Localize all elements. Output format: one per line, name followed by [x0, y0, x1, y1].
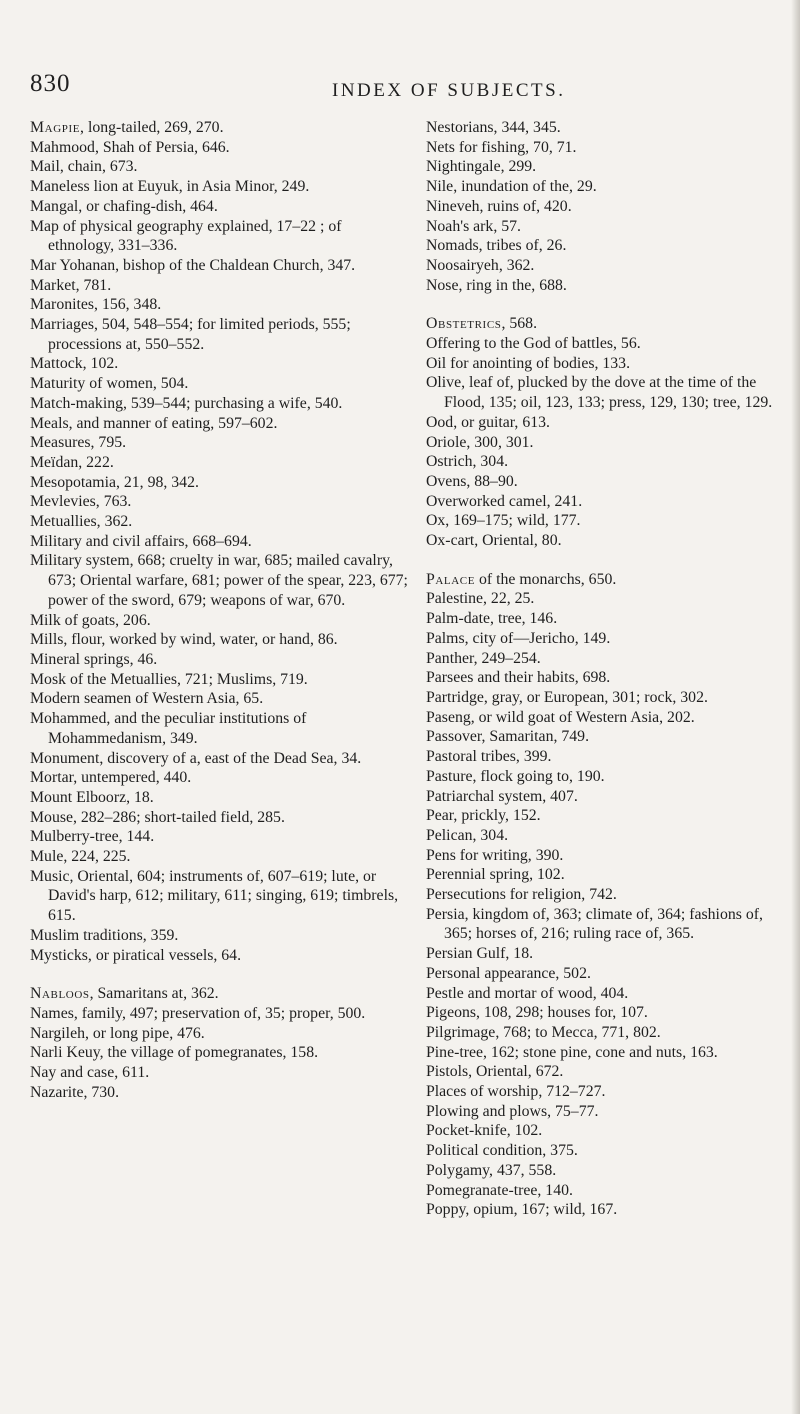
entry-text: Mohammed, and the peculiar institutions of Mohammedanism, 349.: [30, 710, 307, 747]
entry-text: Maturity of women, 504.: [30, 375, 189, 393]
running-head: INDEX OF SUBJECTS.: [332, 80, 566, 101]
entry-text: Maronites, 156, 348.: [30, 296, 162, 314]
index-entry: [426, 1062, 790, 1082]
entry-text: Nose, ring in the, 688.: [426, 276, 567, 294]
entry-text: Mortar, untempered, 440.: [30, 769, 192, 787]
index-entry: [30, 1004, 408, 1024]
index-entry: [426, 767, 790, 787]
entry-text: Persia, kingdom of, 363; climate of, 364; fashions of, 365; horses of, 216; ruling race of, 365.: [426, 905, 763, 943]
entry-text: Match-making, 539–544; purchasing a wife, 540.: [30, 394, 343, 412]
index-entry: [426, 570, 790, 590]
index-entry: [426, 531, 790, 551]
section-gap: [426, 295, 790, 314]
index-entry: [426, 984, 790, 1004]
entry-text: Market, 781.: [30, 276, 112, 294]
entry-text: Nomads, tribes of, 26.: [426, 237, 567, 255]
index-entry: [30, 414, 408, 434]
entry-text: Marriages, 504, 548–554; for limited periods, 555; processions at, 550–552.: [30, 316, 351, 353]
index-entry: [426, 511, 790, 531]
entry-text: Places of worship, 712–727.: [426, 1083, 606, 1101]
entry-text: Nargileh, or long pipe, 476.: [30, 1024, 205, 1042]
section-lead-word: Nabloos: [30, 985, 90, 1003]
index-entry: [30, 768, 408, 788]
entry-text: Pens for writing, 390.: [426, 846, 564, 864]
index-entry: [30, 1024, 408, 1044]
index-entry: [30, 1063, 408, 1083]
index-entry: [426, 1102, 790, 1122]
index-entry: [30, 984, 408, 1004]
entry-text: Plowing and plows, 75–77.: [426, 1102, 599, 1120]
index-entry: [426, 472, 790, 492]
index-entry: [426, 787, 790, 807]
index-entry: [30, 532, 408, 552]
entry-text: Map of physical geography explained, 17–22 ; of ethnology, 331–336.: [30, 217, 342, 255]
entry-text: Nile, inundation of the, 29.: [426, 178, 597, 196]
index-entry: [426, 905, 790, 944]
entry-text: Nay and case, 611.: [30, 1064, 150, 1082]
entry-text: Overworked camel, 241.: [426, 492, 583, 510]
index-entry: [426, 413, 790, 433]
index-entry: [426, 177, 790, 197]
entry-text: Pigeons, 108, 298; houses for, 107.: [426, 1004, 648, 1022]
entry-text: Muslim traditions, 359.: [30, 926, 179, 944]
entry-text: Meals, and manner of eating, 597–602.: [30, 414, 278, 432]
section-lead-word: Magpie: [30, 119, 81, 136]
index-entry: [426, 806, 790, 826]
index-entry: [426, 865, 790, 885]
index-entry: [30, 394, 408, 414]
index-entry: [30, 946, 408, 966]
entry-text: Pelican, 304.: [426, 826, 509, 844]
index-entry: [426, 236, 790, 256]
index-entry: [426, 589, 790, 609]
index-entry: [426, 1043, 790, 1063]
entry-text: Pear, prickly, 152.: [426, 807, 541, 825]
index-entry: [30, 157, 408, 177]
entry-text: Pocket-knife, 102.: [426, 1122, 543, 1140]
index-entry: [30, 788, 408, 808]
index-entry: [426, 688, 790, 708]
entry-text: Mahmood, Shah of Persia, 646.: [30, 138, 230, 156]
index-entry: [426, 1181, 790, 1201]
index-entry: [30, 926, 408, 946]
section-gap: [30, 965, 408, 984]
entry-text: of the monarchs, 650.: [475, 570, 617, 588]
index-entry: [426, 118, 790, 138]
entry-text: Political condition, 375.: [426, 1142, 578, 1160]
entry-text: Milk of goats, 206.: [30, 611, 151, 629]
entry-text: Nineveh, ruins of, 420.: [426, 197, 572, 215]
index-entry: [426, 1161, 790, 1181]
entry-text: Pestle and mortar of wood, 404.: [426, 984, 629, 1002]
entry-text: Mail, chain, 673.: [30, 158, 138, 176]
entry-text: Nightingale, 299.: [426, 158, 537, 176]
entry-text: Nestorians, 344, 345.: [426, 119, 561, 136]
index-entry: [426, 944, 790, 964]
index-entry: [426, 373, 790, 412]
index-entry: [30, 276, 408, 296]
entry-text: Mulberry-tree, 144.: [30, 828, 155, 846]
entry-text: Mangal, or chafing-dish, 464.: [30, 197, 218, 215]
index-entry: [30, 689, 408, 709]
index-entry: [30, 473, 408, 493]
index-entry: [426, 1023, 790, 1043]
entry-text: Mysticks, or piratical vessels, 64.: [30, 946, 242, 964]
entry-text: Pistols, Oriental, 672.: [426, 1063, 564, 1081]
index-entry: [426, 1200, 790, 1220]
entry-text: Olive, leaf of, plucked by the dove at the time of the Flood, 135; oil, 123, 133; press, 129, 130; tree, 129.: [426, 374, 773, 412]
index-entry: [30, 808, 408, 828]
index-entry: [426, 452, 790, 472]
entry-text: Mar Yohanan, bishop of the Chaldean Church, 347.: [30, 256, 356, 274]
entry-text: Maneless lion at Euyuk, in Asia Minor, 249.: [30, 178, 310, 196]
entry-text: Ood, or guitar, 613.: [426, 413, 550, 431]
index-entry: [426, 276, 790, 296]
index-entry: [30, 551, 408, 610]
entry-text: Poppy, opium, 167; wild, 167.: [426, 1201, 618, 1219]
index-entry: [426, 1141, 790, 1161]
index-entry: [426, 197, 790, 217]
index-entry: [30, 453, 408, 473]
entry-text: Mosk of the Metuallies, 721; Muslims, 719.: [30, 670, 308, 688]
index-entry: [426, 708, 790, 728]
entry-text: Partridge, gray, or European, 301; rock, 302.: [426, 688, 708, 706]
entry-text: Military system, 668; cruelty in war, 685; mailed cavalry, 673; Oriental warfare, 681; power of the spear, 223, 677; power of the sword, 679; weapons of war, 670.: [30, 552, 408, 609]
entry-text: Monument, discovery of a, east of the Dead Sea, 34.: [30, 749, 362, 767]
index-entry: [426, 846, 790, 866]
index-entry: [30, 630, 408, 650]
index-entry: [30, 847, 408, 867]
entry-text: Persian Gulf, 18.: [426, 945, 534, 963]
index-entry: [426, 1121, 790, 1141]
index-entry: [30, 512, 408, 532]
page-number: 830: [30, 70, 71, 97]
entry-text: Paseng, or wild goat of Western Asia, 202.: [426, 708, 695, 726]
entry-text: Pilgrimage, 768; to Mecca, 771, 802.: [426, 1023, 661, 1041]
section-lead-word: Obstetrics: [426, 315, 502, 333]
entry-text: Persecutions for religion, 742.: [426, 886, 617, 904]
entry-text: Mount Elboorz, 18.: [30, 788, 154, 806]
index-entry: [426, 649, 790, 669]
entry-text: Nets for fishing, 70, 71.: [426, 138, 577, 156]
entry-text: , long-tailed, 269, 270.: [80, 119, 224, 136]
entry-text: Palms, city of—Jericho, 149.: [426, 629, 611, 647]
index-entry: [30, 1043, 408, 1063]
entry-text: Palestine, 22, 25.: [426, 590, 535, 608]
index-entry: [30, 650, 408, 670]
entry-text: Music, Oriental, 604; instruments of, 607–619; lute, or David's harp, 612; military, 611; singing, 619; timbrels, 615.: [30, 867, 399, 925]
entry-text: Perennial spring, 102.: [426, 866, 565, 884]
index-entry: [30, 374, 408, 394]
entry-text: Ox, 169–175; wild, 177.: [426, 512, 581, 530]
entry-text: Mesopotamia, 21, 98, 342.: [30, 473, 199, 491]
index-entry: [30, 670, 408, 690]
entry-text: Passover, Samaritan, 749.: [426, 728, 590, 746]
entry-text: Military and civil affairs, 668–694.: [30, 532, 252, 550]
index-entry: [426, 256, 790, 276]
index-entry: [426, 609, 790, 629]
entry-text: , Samaritans at, 362.: [89, 985, 219, 1003]
index-entry: [426, 217, 790, 237]
section-gap: [426, 551, 790, 570]
entry-text: Oriole, 300, 301.: [426, 433, 534, 451]
entry-text: Pomegranate-tree, 140.: [426, 1181, 573, 1199]
entry-text: Ostrich, 304.: [426, 453, 509, 471]
entry-text: Polygamy, 437, 558.: [426, 1161, 557, 1179]
page-edge-shadow: [791, 0, 800, 1414]
index-entry: [426, 492, 790, 512]
index-entry: [30, 867, 408, 926]
left-column: [30, 118, 408, 1102]
index-entry: [30, 433, 408, 453]
index-entry: [426, 629, 790, 649]
index-entry: [426, 314, 790, 334]
entry-text: Oil for anointing of bodies, 133.: [426, 354, 631, 372]
index-entry: [426, 433, 790, 453]
index-entry: [30, 197, 408, 217]
entry-text: Parsees and their habits, 698.: [426, 669, 611, 687]
index-entry: [30, 354, 408, 374]
entry-text: Palm-date, tree, 146.: [426, 610, 558, 628]
entry-text: Modern seamen of Western Asia, 65.: [30, 690, 264, 708]
index-entry: [426, 354, 790, 374]
entry-text: Measures, 795.: [30, 434, 127, 452]
entry-text: Patriarchal system, 407.: [426, 787, 578, 805]
entry-text: Pasture, flock going to, 190.: [426, 767, 605, 785]
index-entry: [30, 827, 408, 847]
entry-text: Meïdan, 222.: [30, 453, 114, 471]
index-entry: [426, 668, 790, 688]
index-entry: [426, 964, 790, 984]
index-entry: [30, 217, 408, 256]
entry-text: Panther, 249–254.: [426, 649, 541, 667]
index-entry: [426, 334, 790, 354]
section-lead-word: Palace: [426, 570, 476, 588]
index-entry: [30, 1083, 408, 1103]
entry-text: Noah's ark, 57.: [426, 217, 521, 235]
index-entry: [30, 138, 408, 158]
entry-text: Pastoral tribes, 399.: [426, 748, 552, 766]
index-entry: [30, 118, 408, 138]
index-entry: [426, 826, 790, 846]
index-entry: [30, 709, 408, 748]
index-entry: [426, 157, 790, 177]
entry-text: Mevlevies, 763.: [30, 493, 132, 511]
entry-text: Pine-tree, 162; stone pine, cone and nuts, 163.: [426, 1043, 718, 1061]
index-entry: [426, 727, 790, 747]
index-entry: [30, 177, 408, 197]
entry-text: Metuallies, 362.: [30, 513, 133, 531]
entry-text: Mouse, 282–286; short-tailed field, 285.: [30, 808, 285, 826]
entry-text: Ovens, 88–90.: [426, 472, 518, 490]
index-entry: [426, 1003, 790, 1023]
entry-text: , 568.: [501, 315, 538, 333]
index-entry: [426, 1082, 790, 1102]
index-entry: [30, 492, 408, 512]
entry-text: Mule, 224, 225.: [30, 848, 131, 866]
index-entry: [426, 747, 790, 767]
entry-text: Mattock, 102.: [30, 355, 119, 373]
entry-text: Narli Keuy, the village of pomegranates, 158.: [30, 1044, 319, 1062]
entry-text: Personal appearance, 502.: [426, 964, 591, 982]
entry-text: Mills, flour, worked by wind, water, or hand, 86.: [30, 631, 338, 649]
entry-text: Offering to the God of battles, 56.: [426, 335, 641, 353]
right-column: [426, 118, 790, 1220]
entry-text: Names, family, 497; preservation of, 35; proper, 500.: [30, 1004, 366, 1022]
index-entry: [30, 749, 408, 769]
index-entry: [30, 611, 408, 631]
entry-text: Nazarite, 730.: [30, 1083, 120, 1101]
index-entry: [30, 256, 408, 276]
entry-text: Ox-cart, Oriental, 80.: [426, 532, 562, 550]
index-entry: [426, 138, 790, 158]
index-entry: [30, 315, 408, 354]
index-entry: [30, 295, 408, 315]
index-entry: [426, 885, 790, 905]
entry-text: Noosairyeh, 362.: [426, 256, 535, 274]
entry-text: Mineral springs, 46.: [30, 650, 158, 668]
